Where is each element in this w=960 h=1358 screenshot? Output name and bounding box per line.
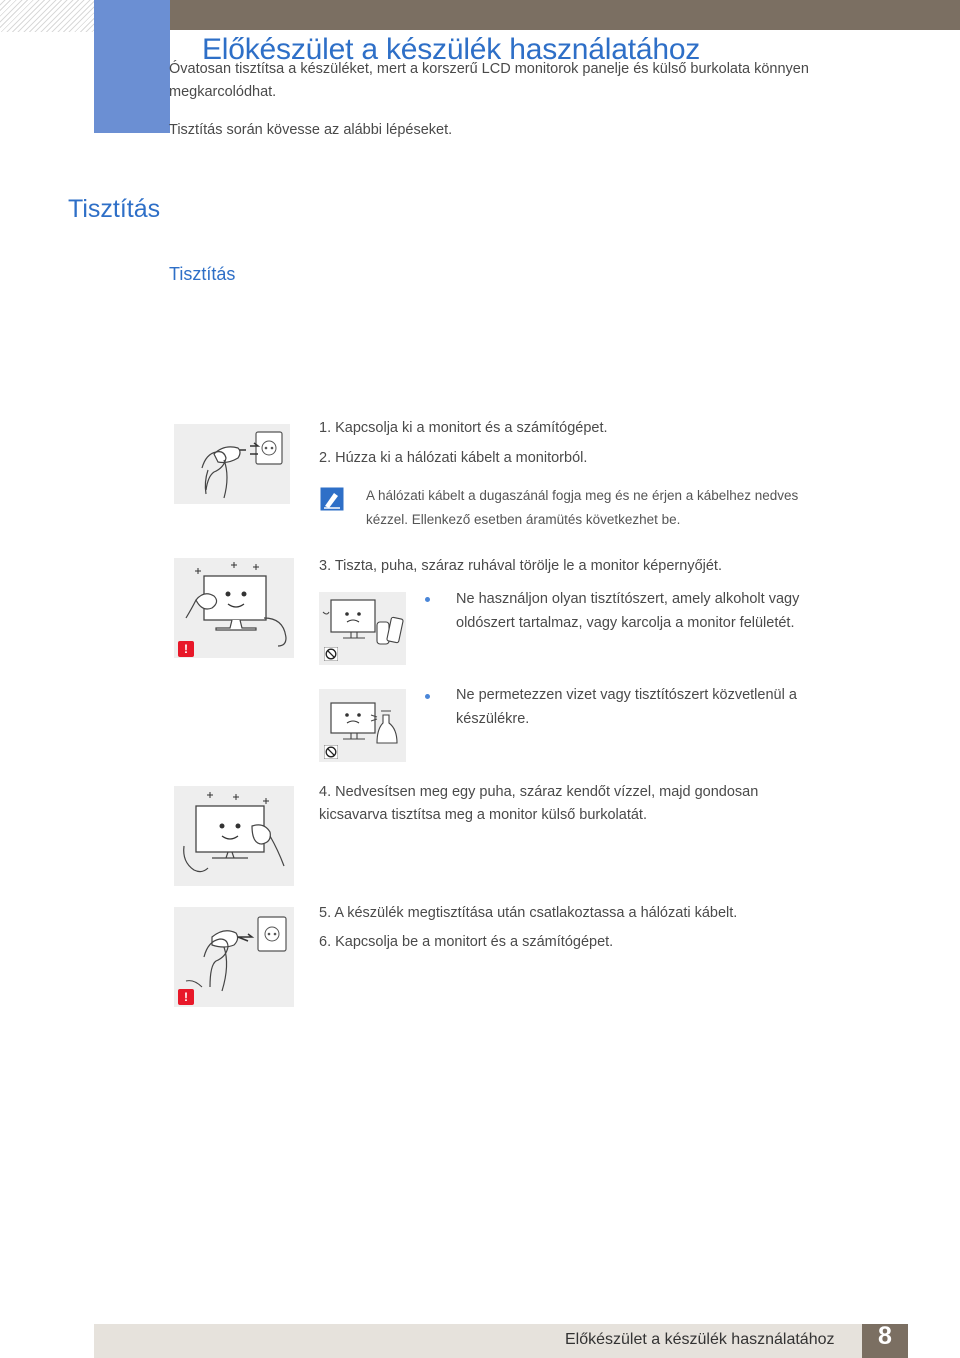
step-4-line-1: 4. Nedvesítsen meg egy puha, száraz kendőt vízzel, majd gondosan: [319, 784, 759, 800]
bullet-marker: [425, 597, 430, 602]
note-line-1: A hálózati kábelt a dugaszánál fogja meg és ne érjen a kábelhez nedves: [366, 488, 799, 503]
unplug-illustration: [174, 424, 290, 504]
intro-line-1: Óvatosan tisztítsa a készüléket, mert a korszerű LCD monitorok panelje és külső burkolata könnyen: [169, 61, 809, 77]
note-line-2: kézzel. Ellenkező esetben áramütés következhet be.: [366, 512, 681, 527]
hand-plug-icon: [174, 424, 290, 504]
step-2: 2. Húzza ki a hálózati kábelt a monitorból.: [319, 450, 588, 466]
monitor-damp-cloth-icon: [174, 786, 294, 886]
chapter-tab: [94, 0, 170, 133]
damp-cloth-illustration: [174, 786, 294, 886]
warning-icon: !: [178, 989, 194, 1005]
step-1: 1. Kapcsolja ki a monitort és a számítógépet.: [319, 420, 608, 436]
prohibited-icon: [324, 745, 338, 759]
step-4-line-2: kicsavarva tisztítsa meg a monitor külső burkolatát.: [319, 807, 647, 823]
step-3: 3. Tiszta, puha, száraz ruhával törölje le a monitor képernyőjét.: [319, 558, 722, 574]
bullet-2-line-1: Ne permetezzen vizet vagy tisztítószert közvetlenül a: [456, 687, 797, 703]
bullet-1-line-1: Ne használjon olyan tisztítószert, amely alkoholt vagy: [456, 591, 800, 607]
step-6: 6. Kapcsolja be a monitort és a számítógépet.: [319, 934, 614, 950]
warning-icon: !: [178, 641, 194, 657]
page-title: Előkészület a készülék használatához: [202, 33, 701, 66]
bullet-marker: [425, 694, 430, 699]
intro-line-2: megkarcolódhat.: [169, 84, 277, 100]
header-hatch-decoration: [0, 0, 94, 32]
section-title: Tisztítás: [68, 195, 161, 223]
bullet-2-line-2: készülékre.: [456, 711, 530, 727]
note-icon: [320, 487, 344, 511]
page-number: 8: [878, 1322, 892, 1350]
step-5: 5. A készülék megtisztítása után csatlakoztassa a hálózati kábelt.: [319, 905, 738, 921]
footer-title: Előkészület a készülék használatához: [565, 1331, 835, 1348]
header-bar: [170, 0, 960, 30]
prohibited-icon: [324, 647, 338, 661]
intro-line-3: Tisztítás során kövesse az alábbi lépéseket.: [169, 122, 453, 138]
subsection-title: Tisztítás: [169, 264, 236, 284]
bullet-1-line-2: oldószert tartalmaz, vagy karcolja a monitor felületét.: [456, 615, 795, 631]
